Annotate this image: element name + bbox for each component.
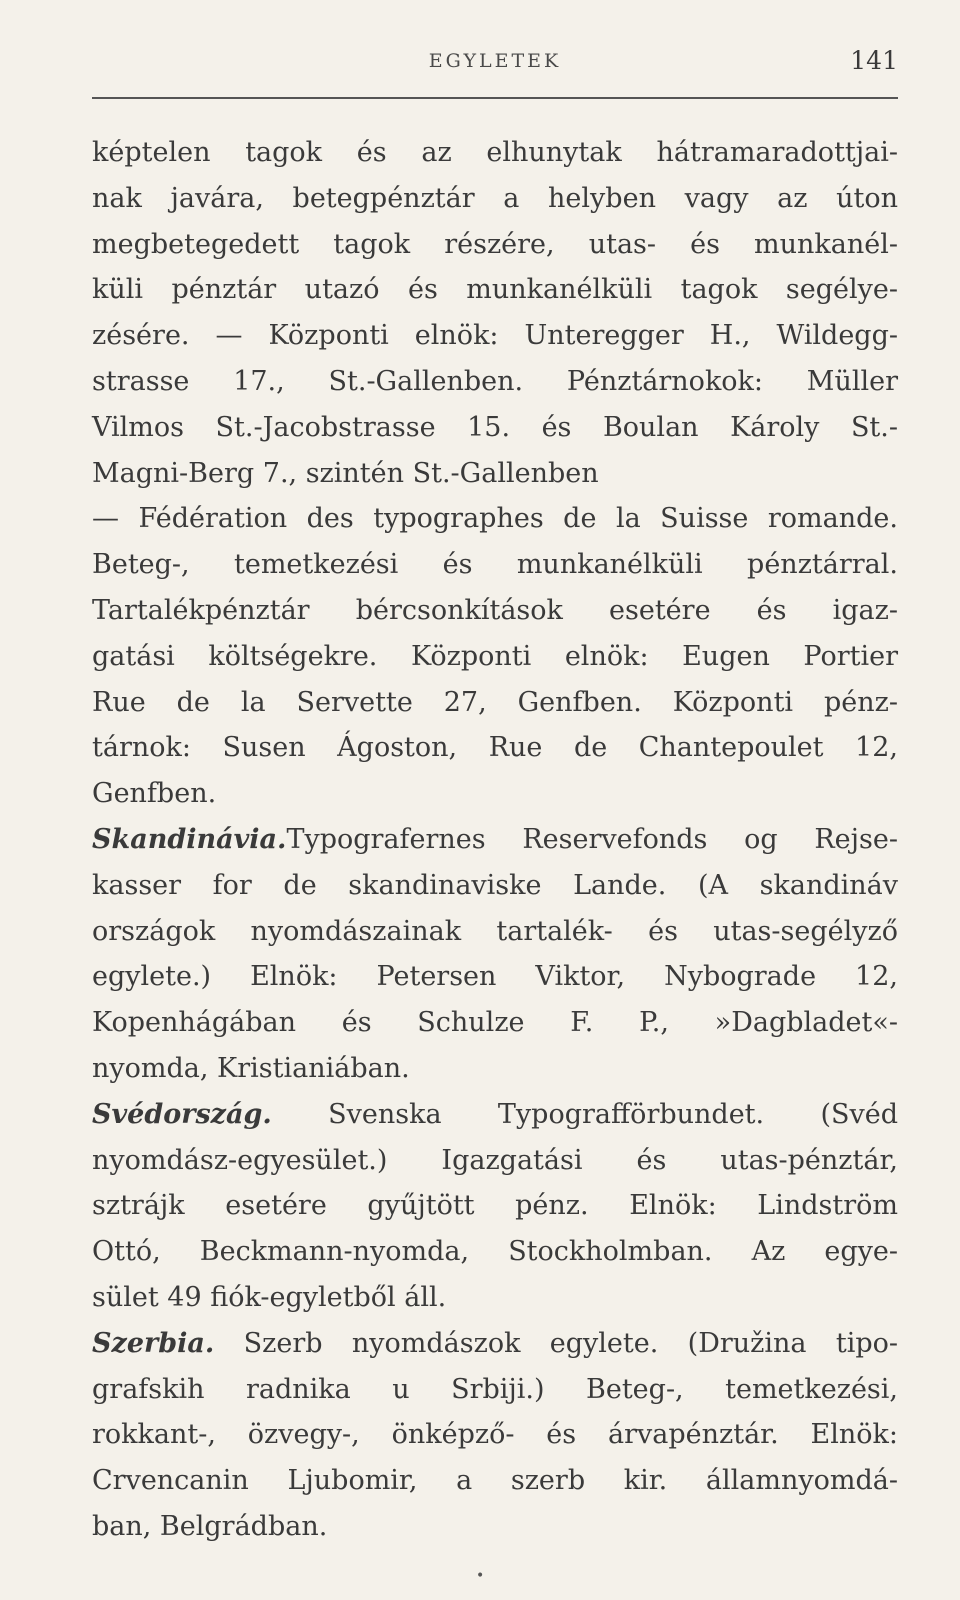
text-line: grafskih radnika u Srbiji.) Beteg-, temetkezési, — [92, 1373, 898, 1405]
text-line: Rue de la Servette 27, Genfben. Központi pénz- — [92, 686, 898, 718]
text-line: képtelen tagok és az elhunytak hátramaradottjai- — [92, 137, 898, 168]
text-line: Tartalékpénztár bércsonkítások esetére és igaz- — [92, 594, 898, 626]
text-line: ban, Belgrádban. — [92, 1510, 328, 1542]
text-line: megbetegedett tagok részére, utas- és munkanél- — [92, 228, 898, 260]
text-line: rokkant-, özvegy-, önképző- és árvapénztár. Elnök: — [92, 1419, 898, 1451]
section-heading-szerbia: Szerbia. — [92, 1327, 215, 1359]
text-line: nyomdász-egyesület.) Igazgatási és utas-pénztár, — [92, 1144, 898, 1176]
text-line: Crvencanin Ljubomir, a szerb kir. államnyomdá- — [92, 1465, 898, 1497]
text-line: egylete.) Elnök: Petersen Viktor, Nybograde 12, — [92, 961, 898, 993]
text-line: sztrájk esetére gyűjtött pénz. Elnök: Lindström — [92, 1190, 898, 1222]
section-first-line-skandinavia — [92, 817, 898, 863]
text-line: nak javára, betegpénztár a helyben vagy az úton — [92, 182, 898, 214]
text-line: országok nyomdászainak tartalék- és utas-segélyző — [92, 915, 898, 947]
section-heading-svedorszag: Svédország. — [92, 1098, 272, 1130]
section-heading-skandinavia: Skandinávia. — [92, 823, 287, 855]
text-line: tárnok: Susen Ágoston, Rue de Chantepoulet 12, — [92, 732, 898, 764]
text-line: zésére. — Központi elnök: Unteregger H., Wildegg- — [92, 320, 898, 352]
text-line: Ottó, Beckmann-nyomda, Stockholmban. Az egye- — [92, 1236, 898, 1268]
section-first-line-text: Szerb nyomdászok egylete. (Družina tipo- — [214, 1327, 898, 1359]
section-first-line-text: Typografernes Reservefonds og Rejse- — [286, 823, 898, 855]
section-first-line-szerbia — [92, 1321, 898, 1367]
text-line: küli pénztár utazó és munkanélküli tagok segélye- — [92, 274, 898, 306]
text-line: Vilmos St.-Jacobstrasse 15. és Boulan Károly St.- — [92, 411, 898, 443]
body-text — [92, 130, 898, 1550]
text-line: — Fédération des typographes de la Suisse romande. — [92, 503, 898, 535]
running-title: EGYLETEK — [428, 50, 562, 72]
page-number: 141 — [850, 46, 898, 75]
text-line: gatási költségekre. Központi elnök: Eugen Portier — [92, 640, 898, 672]
header-rule — [92, 97, 898, 99]
footer-ornament: • — [476, 1568, 485, 1584]
text-line: nyomda, Kristianiában. — [92, 1052, 410, 1084]
text-line: kasser for de skandinaviske Lande. (A skandináv — [92, 869, 898, 901]
text-line: strasse 17., St.-Gallenben. Pénztárnokok: Müller — [92, 365, 898, 397]
running-head — [92, 44, 898, 84]
text-line: Kopenhágában és Schulze F. P., »Dagbladet«- — [92, 1007, 898, 1039]
text-line: Beteg-, temetkezési és munkanélküli pénztárral. — [92, 549, 898, 581]
section-first-line-text: Svenska Typografförbundet. (Svéd — [271, 1098, 898, 1130]
section-first-line-svedorszag — [92, 1092, 898, 1138]
text-line: Genfben. — [92, 778, 217, 810]
text-line: Magni-Berg 7., szintén St.-Gallenben — [92, 457, 599, 489]
text-line: sület 49 fiók-egyletből áll. — [92, 1281, 447, 1313]
